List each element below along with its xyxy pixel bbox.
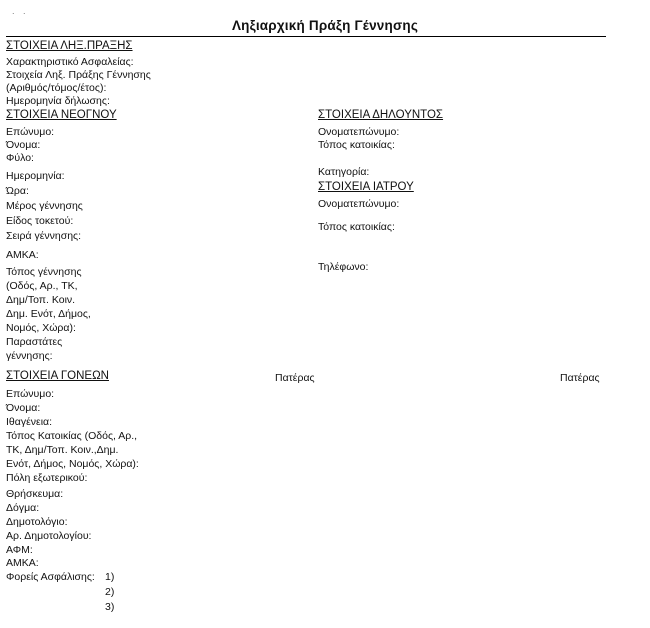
field-label-birth-order: Σειρά γέννησης: [6, 230, 82, 242]
field-label-declaration-date: Ημερομηνία δήλωσης: [6, 95, 110, 107]
insurance-item-2: 2) [105, 586, 115, 598]
column-header-father-2: Πατέρας [560, 372, 600, 384]
field-label-parent-municipal-register: Δημοτολόγιο: [6, 516, 68, 528]
field-label-parent-nationality: Ιθαγένεια: [6, 416, 53, 428]
field-label-act-number: (Αριθμός/τόμος/έτος): [6, 82, 107, 94]
field-label-newborn-time: Ώρα: [6, 185, 29, 197]
field-label-parent-religion: Θρήσκευμα: [6, 488, 64, 500]
title-divider [6, 36, 606, 37]
field-label-birth-place-type: Μέρος γέννησης [6, 200, 83, 212]
section-heading-parents: ΣΤΟΙΧΕΙΑ ΓΟΝΕΩΝ [6, 370, 109, 382]
field-label-parent-surname: Επώνυμο: [6, 388, 55, 400]
field-label-declarant-fullname: Ονοματεπώνυμο: [318, 126, 400, 138]
field-label-birth-place-line5: Νομός, Χώρα): [6, 322, 76, 334]
field-label-parent-insurance: Φορείς Ασφάλισης: [6, 571, 95, 583]
field-label-doctor-fullname: Ονοματεπώνυμο: [318, 198, 400, 210]
column-header-father-1: Πατέρας [275, 372, 315, 384]
field-label-newborn-surname: Επώνυμο: [6, 126, 55, 138]
field-label-parent-residence-line3: Ενότ, Δήμος, Νομός, Χώρα): [6, 458, 139, 470]
field-label-newborn-amka: ΑΜΚΑ: [6, 249, 39, 261]
section-heading-newborn: ΣΤΟΙΧΕΙΑ ΝΕΟΓΝΟΥ [6, 109, 117, 121]
field-label-security-mark: Χαρακτηριστικό Ασφαλείας: [6, 56, 134, 68]
field-label-parent-amka: ΑΜΚΑ: [6, 557, 39, 569]
page-title: Ληξιαρχική Πράξη Γέννησης [231, 18, 419, 33]
field-label-birth-place-line4: Δημ. Ενότ, Δήμος, [6, 308, 91, 320]
field-label-newborn-date: Ημερομηνία: [6, 170, 65, 182]
field-label-delivery-type: Είδος τοκετού: [6, 215, 74, 227]
field-label-birth-witnesses-line2: γέννησης: [6, 350, 53, 362]
field-label-birth-witnesses: Παραστάτες [6, 336, 63, 348]
corner-marks: . . [12, 6, 29, 16]
field-label-newborn-firstname: Όνομα: [6, 139, 41, 151]
field-label-doctor-residence: Τόπος κατοικίας: [318, 221, 395, 233]
field-label-declarant-category: Κατηγορία: [318, 166, 370, 178]
field-label-declarant-residence: Τόπος κατοικίας: [318, 139, 395, 151]
section-heading-doctor: ΣΤΟΙΧΕΙΑ ΙΑΤΡΟΥ [318, 181, 414, 193]
insurance-item-3: 3) [105, 601, 115, 613]
field-label-birth-place-line3: Δημ/Τοπ. Κοιν. [6, 294, 76, 306]
field-label-parent-afm: ΑΦΜ: [6, 544, 33, 556]
field-label-parent-municipal-register-no: Αρ. Δημοτολογίου: [6, 530, 92, 542]
field-label-parent-denomination: Δόγμα: [6, 502, 40, 514]
field-label-doctor-phone: Τηλέφωνο: [318, 261, 369, 273]
field-label-parent-foreign-city: Πόλη εξωτερικού: [6, 472, 88, 484]
field-label-parent-residence: Τόπος Κατοικίας (Οδός, Αρ., [6, 430, 138, 442]
field-label-birth-place-line2: (Οδός, Αρ., ΤΚ, [6, 280, 78, 292]
field-label-parent-residence-line2: ΤΚ, Δημ/Τοπ. Κοιν.,Δημ. [6, 444, 119, 456]
field-label-parent-firstname: Όνομα: [6, 402, 41, 414]
section-heading-declarant: ΣΤΟΙΧΕΙΑ ΔΗΛΟΥΝΤΟΣ [318, 109, 444, 121]
field-label-birth-place: Τόπος γέννησης [6, 266, 82, 278]
insurance-item-1: 1) [105, 571, 115, 583]
field-label-act-data: Στοιχεία Ληξ. Πράξης Γέννησης [6, 69, 151, 81]
field-label-newborn-gender: Φύλο: [6, 152, 34, 164]
section-heading-act-details: ΣΤΟΙΧΕΙΑ ΛΗΞ.ΠΡΑΞΗΣ [6, 40, 133, 52]
